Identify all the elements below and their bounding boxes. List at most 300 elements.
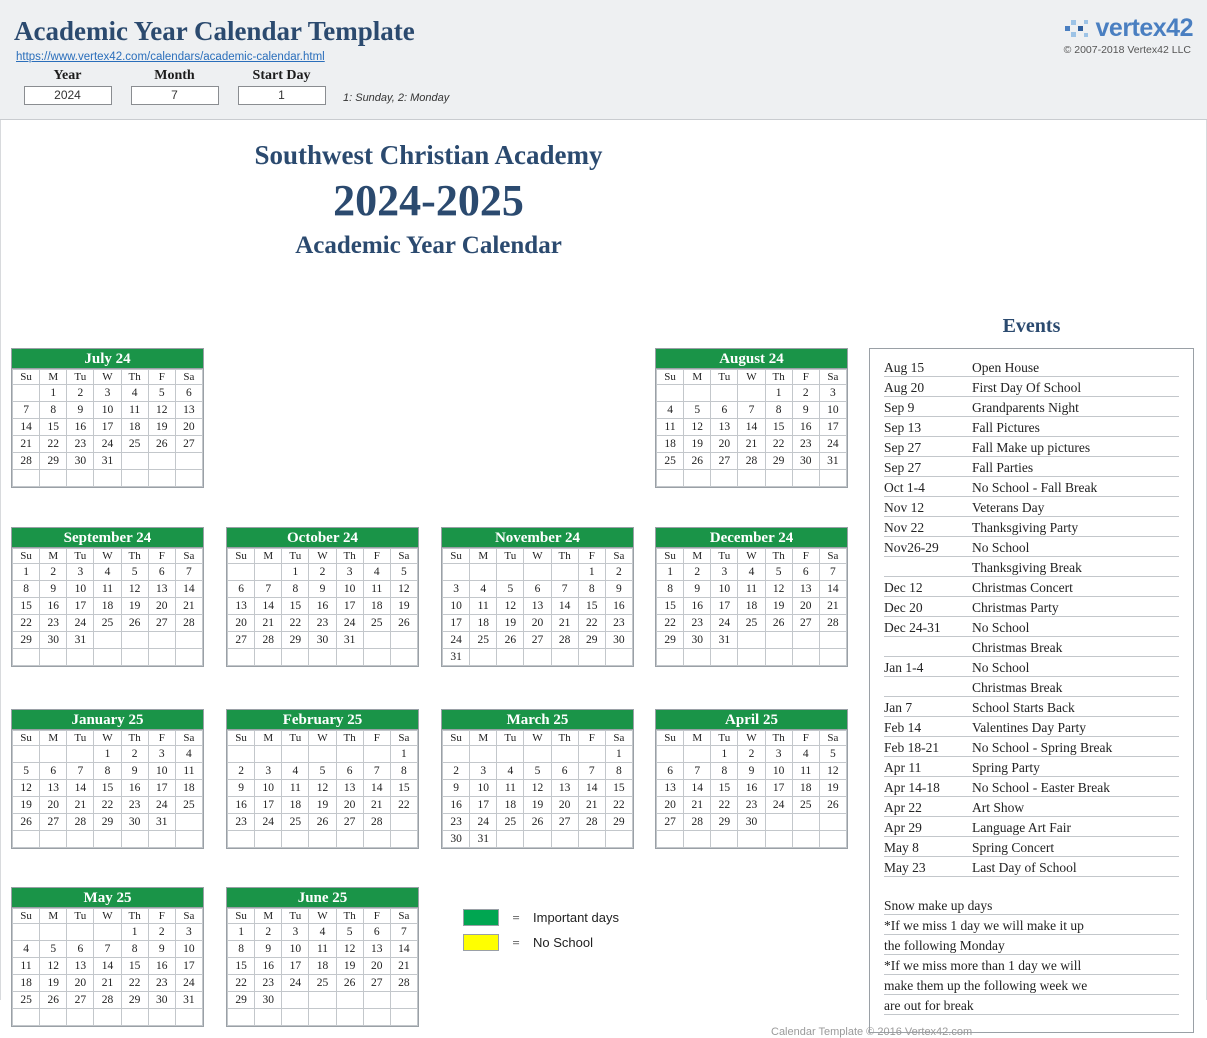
day-cell[interactable]: 14 <box>390 941 417 958</box>
day-cell[interactable]: 13 <box>336 780 363 797</box>
field-month-input[interactable]: 7 <box>131 86 219 105</box>
day-cell[interactable]: 7 <box>255 581 282 598</box>
day-cell[interactable]: 21 <box>94 975 121 992</box>
day-cell[interactable]: 30 <box>605 632 632 649</box>
day-cell[interactable]: 30 <box>443 831 470 848</box>
day-cell[interactable]: 4 <box>282 763 309 780</box>
day-cell[interactable]: 21 <box>67 797 94 814</box>
day-cell[interactable] <box>711 385 738 402</box>
day-cell[interactable]: 18 <box>738 598 765 615</box>
day-cell[interactable]: 18 <box>497 797 524 814</box>
day-cell[interactable]: 31 <box>336 632 363 649</box>
day-cell[interactable]: 18 <box>657 436 684 453</box>
day-cell[interactable]: 1 <box>390 746 417 763</box>
day-cell[interactable]: 5 <box>497 581 524 598</box>
day-cell[interactable]: 21 <box>390 958 417 975</box>
day-cell[interactable] <box>390 632 417 649</box>
day-cell[interactable]: 19 <box>524 797 551 814</box>
day-cell[interactable]: 3 <box>282 924 309 941</box>
day-cell[interactable] <box>765 470 792 487</box>
day-cell[interactable]: 3 <box>470 763 497 780</box>
day-cell[interactable] <box>40 831 67 848</box>
day-cell[interactable]: 9 <box>309 581 336 598</box>
day-cell[interactable]: 9 <box>443 780 470 797</box>
day-cell[interactable] <box>336 992 363 1009</box>
day-cell[interactable]: 24 <box>336 615 363 632</box>
day-cell[interactable]: 31 <box>711 632 738 649</box>
day-cell[interactable]: 12 <box>40 958 67 975</box>
day-cell[interactable]: 18 <box>94 598 121 615</box>
day-cell[interactable] <box>336 1009 363 1026</box>
day-cell[interactable]: 1 <box>605 746 632 763</box>
day-cell[interactable]: 11 <box>497 780 524 797</box>
day-cell[interactable] <box>390 649 417 666</box>
day-cell[interactable]: 23 <box>738 797 765 814</box>
day-cell[interactable]: 9 <box>148 941 175 958</box>
day-cell[interactable]: 16 <box>738 780 765 797</box>
day-cell[interactable]: 24 <box>470 814 497 831</box>
day-cell[interactable]: 24 <box>94 436 121 453</box>
day-cell[interactable]: 29 <box>711 814 738 831</box>
day-cell[interactable]: 26 <box>497 632 524 649</box>
day-cell[interactable]: 12 <box>309 780 336 797</box>
day-cell[interactable]: 14 <box>175 581 202 598</box>
day-cell[interactable]: 7 <box>684 763 711 780</box>
day-cell[interactable]: 14 <box>94 958 121 975</box>
day-cell[interactable] <box>578 649 605 666</box>
day-cell[interactable] <box>363 831 390 848</box>
day-cell[interactable]: 24 <box>711 615 738 632</box>
day-cell[interactable]: 4 <box>309 924 336 941</box>
day-cell[interactable] <box>121 1009 148 1026</box>
day-cell[interactable]: 25 <box>94 615 121 632</box>
day-cell[interactable]: 5 <box>148 385 175 402</box>
day-cell[interactable] <box>121 453 148 470</box>
day-cell[interactable]: 19 <box>13 797 40 814</box>
day-cell[interactable]: 16 <box>148 958 175 975</box>
day-cell[interactable] <box>13 746 40 763</box>
day-cell[interactable]: 1 <box>765 385 792 402</box>
day-cell[interactable] <box>792 470 819 487</box>
day-cell[interactable] <box>148 649 175 666</box>
day-cell[interactable]: 20 <box>336 797 363 814</box>
day-cell[interactable]: 29 <box>765 453 792 470</box>
day-cell[interactable]: 2 <box>121 746 148 763</box>
day-cell[interactable]: 8 <box>657 581 684 598</box>
day-cell[interactable]: 25 <box>121 436 148 453</box>
day-cell[interactable] <box>524 649 551 666</box>
day-cell[interactable] <box>175 814 202 831</box>
day-cell[interactable] <box>148 453 175 470</box>
day-cell[interactable]: 26 <box>524 814 551 831</box>
day-cell[interactable]: 19 <box>765 598 792 615</box>
day-cell[interactable]: 4 <box>470 581 497 598</box>
day-cell[interactable]: 1 <box>40 385 67 402</box>
day-cell[interactable]: 12 <box>148 402 175 419</box>
day-cell[interactable]: 2 <box>605 564 632 581</box>
day-cell[interactable]: 28 <box>684 814 711 831</box>
day-cell[interactable]: 16 <box>255 958 282 975</box>
day-cell[interactable]: 24 <box>255 814 282 831</box>
day-cell[interactable]: 14 <box>551 598 578 615</box>
day-cell[interactable]: 10 <box>443 598 470 615</box>
day-cell[interactable]: 17 <box>148 780 175 797</box>
day-cell[interactable] <box>605 649 632 666</box>
day-cell[interactable]: 8 <box>94 763 121 780</box>
day-cell[interactable]: 10 <box>255 780 282 797</box>
day-cell[interactable] <box>282 1009 309 1026</box>
day-cell[interactable]: 13 <box>148 581 175 598</box>
day-cell[interactable] <box>792 632 819 649</box>
day-cell[interactable] <box>13 1009 40 1026</box>
day-cell[interactable]: 7 <box>363 763 390 780</box>
day-cell[interactable]: 3 <box>819 385 846 402</box>
day-cell[interactable]: 6 <box>175 385 202 402</box>
day-cell[interactable]: 27 <box>67 992 94 1009</box>
day-cell[interactable]: 13 <box>175 402 202 419</box>
day-cell[interactable]: 22 <box>121 975 148 992</box>
day-cell[interactable]: 3 <box>336 564 363 581</box>
day-cell[interactable]: 16 <box>443 797 470 814</box>
day-cell[interactable]: 2 <box>684 564 711 581</box>
day-cell[interactable]: 5 <box>40 941 67 958</box>
day-cell[interactable]: 31 <box>94 453 121 470</box>
day-cell[interactable]: 16 <box>792 419 819 436</box>
day-cell[interactable]: 22 <box>711 797 738 814</box>
day-cell[interactable] <box>175 632 202 649</box>
day-cell[interactable] <box>819 831 846 848</box>
day-cell[interactable]: 8 <box>121 941 148 958</box>
day-cell[interactable] <box>309 831 336 848</box>
day-cell[interactable]: 24 <box>175 975 202 992</box>
day-cell[interactable]: 27 <box>657 814 684 831</box>
day-cell[interactable]: 11 <box>94 581 121 598</box>
day-cell[interactable] <box>470 746 497 763</box>
day-cell[interactable] <box>148 632 175 649</box>
day-cell[interactable] <box>657 831 684 848</box>
day-cell[interactable]: 15 <box>711 780 738 797</box>
day-cell[interactable]: 7 <box>175 564 202 581</box>
day-cell[interactable] <box>40 924 67 941</box>
day-cell[interactable]: 19 <box>336 958 363 975</box>
day-cell[interactable]: 2 <box>309 564 336 581</box>
day-cell[interactable]: 7 <box>390 924 417 941</box>
day-cell[interactable]: 2 <box>792 385 819 402</box>
day-cell[interactable]: 24 <box>67 615 94 632</box>
day-cell[interactable] <box>67 831 94 848</box>
day-cell[interactable] <box>67 1009 94 1026</box>
day-cell[interactable]: 10 <box>148 763 175 780</box>
day-cell[interactable]: 5 <box>336 924 363 941</box>
day-cell[interactable]: 30 <box>309 632 336 649</box>
day-cell[interactable] <box>336 649 363 666</box>
day-cell[interactable]: 29 <box>13 632 40 649</box>
day-cell[interactable] <box>67 746 94 763</box>
day-cell[interactable] <box>255 564 282 581</box>
day-cell[interactable]: 28 <box>94 992 121 1009</box>
day-cell[interactable] <box>765 831 792 848</box>
day-cell[interactable]: 28 <box>819 615 846 632</box>
day-cell[interactable]: 21 <box>255 615 282 632</box>
day-cell[interactable]: 15 <box>13 598 40 615</box>
day-cell[interactable]: 7 <box>551 581 578 598</box>
day-cell[interactable]: 3 <box>94 385 121 402</box>
day-cell[interactable]: 4 <box>497 763 524 780</box>
day-cell[interactable]: 31 <box>470 831 497 848</box>
day-cell[interactable] <box>148 1009 175 1026</box>
day-cell[interactable]: 28 <box>255 632 282 649</box>
day-cell[interactable] <box>551 649 578 666</box>
day-cell[interactable]: 10 <box>711 581 738 598</box>
day-cell[interactable]: 22 <box>578 615 605 632</box>
day-cell[interactable]: 4 <box>792 746 819 763</box>
day-cell[interactable]: 10 <box>765 763 792 780</box>
day-cell[interactable] <box>228 1009 255 1026</box>
day-cell[interactable] <box>309 746 336 763</box>
day-cell[interactable]: 3 <box>148 746 175 763</box>
day-cell[interactable]: 13 <box>228 598 255 615</box>
day-cell[interactable] <box>711 649 738 666</box>
day-cell[interactable]: 6 <box>711 402 738 419</box>
day-cell[interactable]: 2 <box>67 385 94 402</box>
day-cell[interactable]: 31 <box>819 453 846 470</box>
day-cell[interactable]: 5 <box>819 746 846 763</box>
day-cell[interactable]: 22 <box>390 797 417 814</box>
day-cell[interactable]: 26 <box>13 814 40 831</box>
day-cell[interactable]: 9 <box>67 402 94 419</box>
day-cell[interactable] <box>605 831 632 848</box>
day-cell[interactable]: 18 <box>175 780 202 797</box>
day-cell[interactable] <box>738 649 765 666</box>
day-cell[interactable]: 7 <box>67 763 94 780</box>
day-cell[interactable] <box>765 814 792 831</box>
day-cell[interactable]: 8 <box>578 581 605 598</box>
day-cell[interactable]: 20 <box>228 615 255 632</box>
day-cell[interactable]: 15 <box>605 780 632 797</box>
day-cell[interactable]: 30 <box>40 632 67 649</box>
day-cell[interactable]: 29 <box>605 814 632 831</box>
day-cell[interactable]: 4 <box>657 402 684 419</box>
day-cell[interactable]: 2 <box>40 564 67 581</box>
day-cell[interactable] <box>738 470 765 487</box>
day-cell[interactable]: 20 <box>657 797 684 814</box>
day-cell[interactable] <box>524 746 551 763</box>
day-cell[interactable]: 23 <box>148 975 175 992</box>
day-cell[interactable] <box>94 831 121 848</box>
day-cell[interactable] <box>497 649 524 666</box>
day-cell[interactable]: 2 <box>148 924 175 941</box>
day-cell[interactable] <box>792 649 819 666</box>
day-cell[interactable]: 21 <box>175 598 202 615</box>
day-cell[interactable]: 19 <box>390 598 417 615</box>
day-cell[interactable] <box>13 385 40 402</box>
day-cell[interactable]: 30 <box>67 453 94 470</box>
day-cell[interactable]: 27 <box>336 814 363 831</box>
day-cell[interactable]: 1 <box>282 564 309 581</box>
day-cell[interactable]: 8 <box>605 763 632 780</box>
day-cell[interactable]: 12 <box>765 581 792 598</box>
day-cell[interactable]: 5 <box>13 763 40 780</box>
day-cell[interactable]: 29 <box>94 814 121 831</box>
day-cell[interactable] <box>363 632 390 649</box>
day-cell[interactable]: 2 <box>255 924 282 941</box>
day-cell[interactable]: 15 <box>390 780 417 797</box>
day-cell[interactable]: 8 <box>228 941 255 958</box>
day-cell[interactable]: 12 <box>684 419 711 436</box>
day-cell[interactable] <box>148 831 175 848</box>
day-cell[interactable]: 29 <box>228 992 255 1009</box>
day-cell[interactable]: 28 <box>67 814 94 831</box>
day-cell[interactable] <box>67 649 94 666</box>
day-cell[interactable]: 20 <box>551 797 578 814</box>
day-cell[interactable]: 15 <box>40 419 67 436</box>
day-cell[interactable]: 7 <box>738 402 765 419</box>
day-cell[interactable]: 28 <box>551 632 578 649</box>
day-cell[interactable]: 4 <box>363 564 390 581</box>
day-cell[interactable]: 1 <box>94 746 121 763</box>
day-cell[interactable]: 24 <box>148 797 175 814</box>
day-cell[interactable]: 28 <box>578 814 605 831</box>
day-cell[interactable]: 14 <box>363 780 390 797</box>
day-cell[interactable]: 17 <box>336 598 363 615</box>
day-cell[interactable]: 23 <box>228 814 255 831</box>
day-cell[interactable]: 30 <box>684 632 711 649</box>
day-cell[interactable]: 16 <box>309 598 336 615</box>
day-cell[interactable]: 6 <box>67 941 94 958</box>
day-cell[interactable]: 30 <box>148 992 175 1009</box>
day-cell[interactable] <box>255 1009 282 1026</box>
day-cell[interactable]: 13 <box>657 780 684 797</box>
day-cell[interactable]: 15 <box>578 598 605 615</box>
day-cell[interactable] <box>13 924 40 941</box>
day-cell[interactable]: 5 <box>121 564 148 581</box>
day-cell[interactable]: 21 <box>363 797 390 814</box>
day-cell[interactable]: 11 <box>738 581 765 598</box>
day-cell[interactable]: 6 <box>363 924 390 941</box>
day-cell[interactable]: 26 <box>309 814 336 831</box>
day-cell[interactable] <box>121 831 148 848</box>
day-cell[interactable]: 1 <box>13 564 40 581</box>
day-cell[interactable]: 24 <box>282 975 309 992</box>
day-cell[interactable]: 4 <box>121 385 148 402</box>
day-cell[interactable]: 20 <box>711 436 738 453</box>
day-cell[interactable]: 17 <box>443 615 470 632</box>
day-cell[interactable]: 27 <box>148 615 175 632</box>
day-cell[interactable] <box>94 470 121 487</box>
day-cell[interactable]: 22 <box>657 615 684 632</box>
day-cell[interactable]: 17 <box>819 419 846 436</box>
day-cell[interactable] <box>363 746 390 763</box>
day-cell[interactable] <box>363 649 390 666</box>
day-cell[interactable]: 16 <box>228 797 255 814</box>
day-cell[interactable]: 11 <box>309 941 336 958</box>
day-cell[interactable]: 23 <box>121 797 148 814</box>
day-cell[interactable]: 30 <box>255 992 282 1009</box>
day-cell[interactable]: 26 <box>336 975 363 992</box>
day-cell[interactable]: 25 <box>13 992 40 1009</box>
day-cell[interactable] <box>228 746 255 763</box>
day-cell[interactable]: 14 <box>67 780 94 797</box>
day-cell[interactable]: 15 <box>121 958 148 975</box>
day-cell[interactable]: 11 <box>282 780 309 797</box>
day-cell[interactable] <box>390 992 417 1009</box>
day-cell[interactable]: 20 <box>175 419 202 436</box>
day-cell[interactable]: 2 <box>738 746 765 763</box>
day-cell[interactable]: 14 <box>819 581 846 598</box>
day-cell[interactable]: 27 <box>363 975 390 992</box>
day-cell[interactable]: 10 <box>336 581 363 598</box>
day-cell[interactable]: 7 <box>13 402 40 419</box>
day-cell[interactable]: 21 <box>738 436 765 453</box>
day-cell[interactable] <box>551 564 578 581</box>
day-cell[interactable]: 25 <box>470 632 497 649</box>
day-cell[interactable]: 13 <box>67 958 94 975</box>
day-cell[interactable]: 10 <box>470 780 497 797</box>
day-cell[interactable]: 8 <box>765 402 792 419</box>
day-cell[interactable]: 9 <box>121 763 148 780</box>
day-cell[interactable]: 4 <box>738 564 765 581</box>
day-cell[interactable] <box>497 564 524 581</box>
day-cell[interactable]: 27 <box>792 615 819 632</box>
day-cell[interactable]: 7 <box>578 763 605 780</box>
day-cell[interactable] <box>765 632 792 649</box>
day-cell[interactable]: 14 <box>255 598 282 615</box>
day-cell[interactable] <box>578 831 605 848</box>
day-cell[interactable]: 10 <box>175 941 202 958</box>
day-cell[interactable]: 31 <box>67 632 94 649</box>
day-cell[interactable]: 12 <box>497 598 524 615</box>
day-cell[interactable] <box>40 1009 67 1026</box>
day-cell[interactable] <box>255 831 282 848</box>
day-cell[interactable]: 28 <box>363 814 390 831</box>
day-cell[interactable]: 20 <box>363 958 390 975</box>
day-cell[interactable] <box>684 649 711 666</box>
day-cell[interactable]: 13 <box>551 780 578 797</box>
day-cell[interactable]: 29 <box>578 632 605 649</box>
day-cell[interactable] <box>819 632 846 649</box>
day-cell[interactable] <box>711 831 738 848</box>
day-cell[interactable]: 19 <box>148 419 175 436</box>
day-cell[interactable]: 6 <box>40 763 67 780</box>
day-cell[interactable]: 5 <box>684 402 711 419</box>
day-cell[interactable]: 12 <box>524 780 551 797</box>
day-cell[interactable]: 10 <box>67 581 94 598</box>
day-cell[interactable]: 19 <box>309 797 336 814</box>
day-cell[interactable] <box>13 831 40 848</box>
day-cell[interactable] <box>67 924 94 941</box>
day-cell[interactable]: 27 <box>524 632 551 649</box>
day-cell[interactable] <box>94 632 121 649</box>
day-cell[interactable]: 28 <box>13 453 40 470</box>
day-cell[interactable]: 12 <box>819 763 846 780</box>
day-cell[interactable]: 13 <box>711 419 738 436</box>
day-cell[interactable]: 6 <box>551 763 578 780</box>
day-cell[interactable] <box>40 649 67 666</box>
day-cell[interactable]: 21 <box>578 797 605 814</box>
day-cell[interactable]: 16 <box>67 419 94 436</box>
day-cell[interactable]: 5 <box>390 564 417 581</box>
day-cell[interactable]: 6 <box>228 581 255 598</box>
day-cell[interactable]: 26 <box>390 615 417 632</box>
day-cell[interactable]: 13 <box>40 780 67 797</box>
day-cell[interactable]: 9 <box>792 402 819 419</box>
day-cell[interactable]: 24 <box>819 436 846 453</box>
day-cell[interactable] <box>309 992 336 1009</box>
day-cell[interactable]: 12 <box>121 581 148 598</box>
day-cell[interactable]: 15 <box>765 419 792 436</box>
day-cell[interactable]: 8 <box>40 402 67 419</box>
day-cell[interactable]: 5 <box>765 564 792 581</box>
